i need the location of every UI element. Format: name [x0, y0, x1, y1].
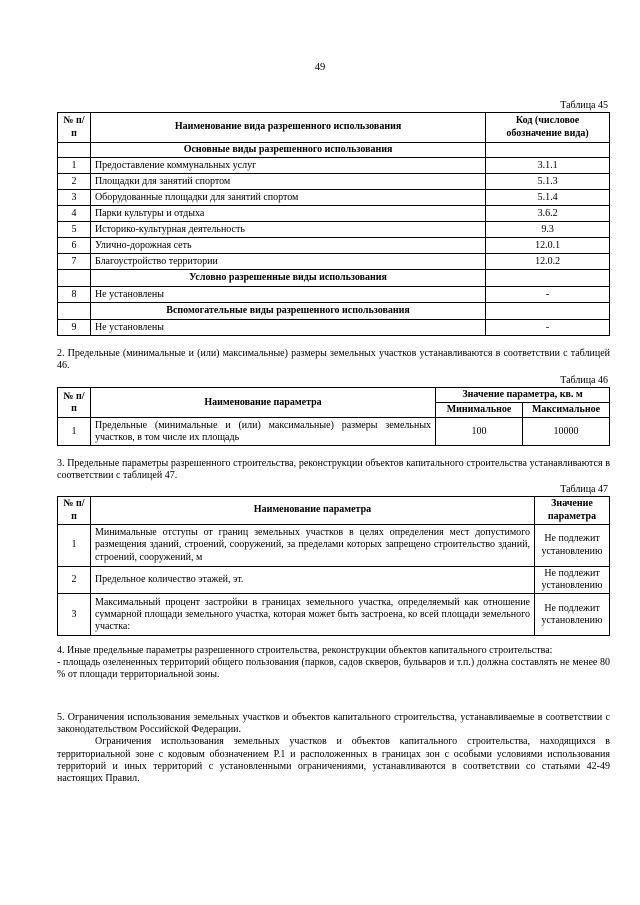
table-row: 3 Максимальный процент застройки в границах земельного участка, определяемый как отношение суммарной площади земельного участка, которая может быть застроена, ко всей площади земельного участка: Не подлежит установлению: [58, 594, 610, 636]
table-row: 7 Благоустройство территории 12.0.2: [58, 254, 610, 270]
table-45-section-main: Основные виды разрешенного использования: [90, 143, 485, 158]
table-row: 2 Предельное количество этажей, эт. Не подлежит установлению: [58, 567, 610, 594]
table-row: 1 Минимальные отступы от границ земельных участков в целях определения мест допустимого размещения зданий, строений, сооружений, за пределами которых запрещено строительство зданий, строений, сооружений, м Не подлежит установлению: [58, 525, 610, 567]
table-45-header-name: Наименование вида разрешенного использования: [90, 113, 485, 143]
table-45-section-conditional: Условно разрешенные виды использования: [90, 270, 485, 287]
table-row: 6 Улично-дорожная сеть 12.0.1: [58, 238, 610, 254]
paragraph-5: 5. Ограничения использования земельных участков и объектов капитального строительства, устанавливаемые в соответствии с законодательством Российской Федерации. Ограничения использования земельных участков и объектов капитального строительства, находящихся в территориальной зоне с кодовым обозначением Р.1 и расположенных в границах зон с особыми условиями использования территорий и иных территорий с установленными ограничениями, устанавливаются в соответствии со статьями 42-49 настоящих Правил.: [57, 712, 610, 784]
paragraph-5-text: Ограничения использования земельных участков и объектов капитального строительства, находящихся в территориальной зоне с кодовым обозначением Р.1 и расположенных в границах зон с особыми условиями использования территорий и иных территорий с установленными ограничениями, устанавливаются в соответствии со статьями 42-49 настоящих Правил.: [57, 736, 610, 784]
table-row: 8 Не установлены -: [58, 287, 610, 303]
table-46-caption: Таблица 46: [560, 375, 608, 386]
table-row: 2 Площадки для занятий спортом 5.1.3: [58, 174, 610, 190]
paragraph-4-item: - площадь озелененных территорий общего пользования (парков, садов скверов, бульваров и т.п.) должна составлять не менее 80 % от площади территориальной зоны.: [57, 657, 610, 681]
table-47-header-name: Наименование параметра: [90, 497, 534, 525]
table-row: 5 Историко-культурная деятельность 9.3: [58, 222, 610, 238]
table-45: [57, 112, 610, 336]
table-47-header-value: Значение параметра: [535, 497, 610, 525]
table-47: [57, 496, 610, 636]
table-45-section-auxiliary: Вспомогательные виды разрешенного использования: [90, 303, 485, 320]
paragraph-4: 4. Иные предельные параметры разрешенного строительства, реконструкции объектов капитального строительства: - площадь озелененных территорий общего пользования (парков, садов скверов, бульваров и т.п.) должна составлять не менее 80 % от площади территориальной зоны.: [57, 645, 610, 681]
table-row: 3 Оборудованные площадки для занятий спортом 5.1.4: [58, 190, 610, 206]
paragraph-3: 3. Предельные параметры разрешенного строительства, реконструкции объектов капитального строительства устанавливаются в соответствии с таблицей 47.: [57, 458, 610, 482]
table-row: 9 Не установлены -: [58, 320, 610, 336]
table-45-caption: Таблица 45: [560, 100, 608, 111]
table-47-caption: Таблица 47: [560, 484, 608, 495]
table-46-header-min: Минимальное: [436, 403, 523, 418]
table-47-header-num: № п/п: [58, 497, 91, 525]
table-46-header-max: Максимальное: [523, 403, 610, 418]
table-45-header-num: № п/п: [58, 113, 91, 143]
table-46-header-name: Наименование параметра: [90, 388, 435, 418]
table-row: 4 Парки культуры и отдыха 3.6.2: [58, 206, 610, 222]
paragraph-2: 2. Предельные (минимальные и (или) максимальные) размеры земельных участков устанавливаются в соответствии с таблицей 46.: [57, 348, 610, 372]
table-row: 1 Предельные (минимальные и (или) максимальные) размеры земельных участков, в том числе их площадь 100 10000: [58, 418, 610, 446]
table-46-header-value: Значение параметра, кв. м: [436, 388, 610, 403]
table-row: 1 Предоставление коммунальных услуг 3.1.1: [58, 158, 610, 174]
table-45-header-code: Код (числовое обозначение вида): [486, 113, 610, 143]
table-46-header-num: № п/п: [58, 388, 91, 418]
page-number: 49: [314, 62, 326, 73]
table-46: [57, 387, 610, 446]
